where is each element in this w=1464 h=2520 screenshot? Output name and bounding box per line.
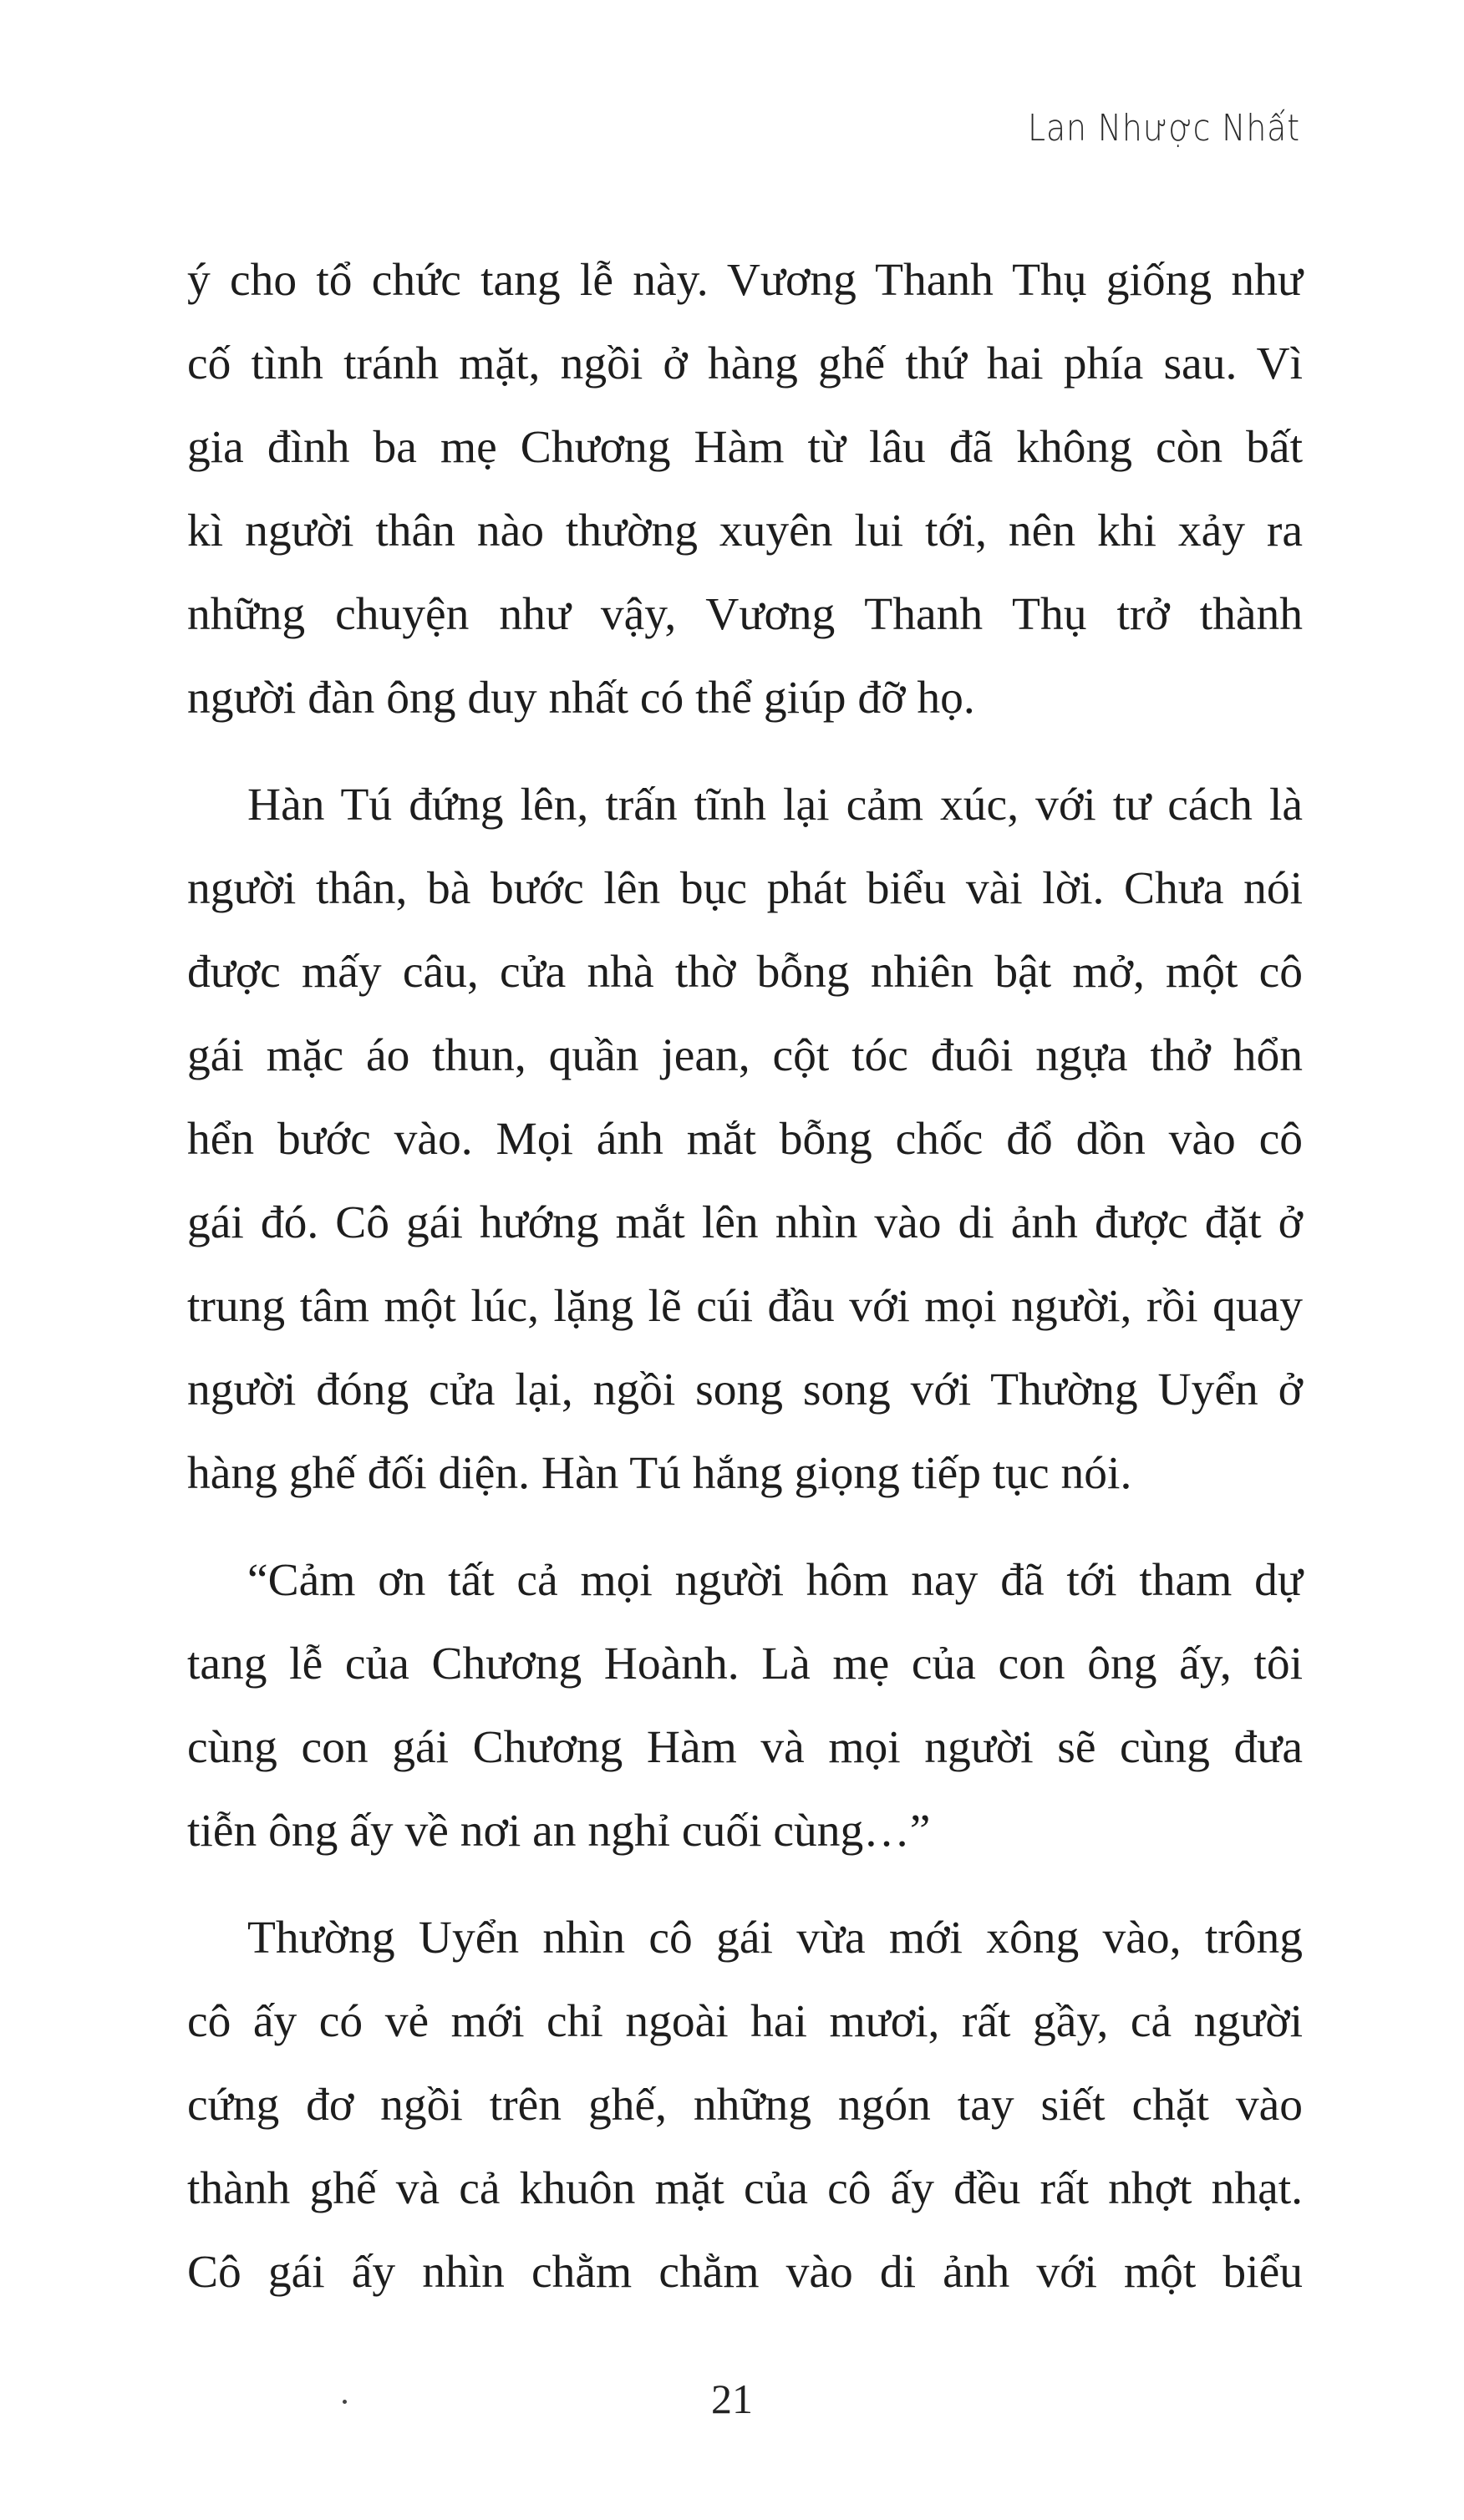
- text-line: hàng ghế đối diện. Hàn Tú hắng giọng tiếp tục nói.: [187, 1448, 1132, 1499]
- text-line: tiễn ông ấy về nơi an nghỉ cuối cùng…”: [187, 1806, 931, 1857]
- text-line: thành ghế và cả khuôn mặt của cô ấy đều rất nhợt nhạt.: [187, 2163, 1303, 2214]
- body-text: [187, 239, 1303, 2314]
- text-line: “Cảm ơn tất cả mọi người hôm nay đã tới tham dự: [247, 1555, 1303, 1606]
- text-line: cùng con gái Chương Hàm và mọi người sẽ cùng đưa: [187, 1722, 1303, 1773]
- text-line: ý cho tổ chức tang lễ này. Vương Thanh Thụ giống như: [187, 255, 1303, 306]
- text-line: kì người thân nào thường xuyên lui tới, nên khi xảy ra: [187, 506, 1303, 556]
- page-number: 21: [711, 2375, 753, 2422]
- text-line: trung tâm một lúc, lặng lẽ cúi đầu với mọi người, rồi quay: [187, 1281, 1303, 1332]
- paragraph-4: [187, 1897, 1303, 2314]
- text-line: tang lễ của Chương Hoành. Là mẹ của con ông ấy, tôi: [187, 1639, 1303, 1689]
- text-line: gái đó. Cô gái hướng mắt lên nhìn vào di ảnh được đặt ở: [187, 1197, 1303, 1248]
- paragraph-3: [187, 1539, 1303, 1873]
- text-line: cố tình tránh mặt, ngồi ở hàng ghế thứ hai phía sau. Vì: [187, 338, 1303, 389]
- text-line: cứng đơ ngồi trên ghế, những ngón tay siết chặt vào: [187, 2080, 1303, 2131]
- text-line: người thân, bà bước lên bục phát biểu vài lời. Chưa nói: [187, 863, 1303, 914]
- running-header-title: Lan Nhược Nhất: [1028, 107, 1300, 150]
- text-line: Thường Uyển nhìn cô gái vừa mới xông vào, trông: [247, 1913, 1303, 1964]
- text-line: được mấy câu, cửa nhà thờ bỗng nhiên bật mở, một cô: [187, 947, 1303, 998]
- text-line: cô ấy có vẻ mới chỉ ngoài hai mươi, rất gầy, cả người: [187, 1996, 1303, 2047]
- text-line: Cô gái ấy nhìn chằm chằm vào di ảnh với một biểu: [187, 2247, 1303, 2298]
- paragraph-1: [187, 239, 1303, 740]
- text-line: hển bước vào. Mọi ánh mắt bỗng chốc đổ dồn vào cô: [187, 1114, 1303, 1165]
- text-line: gia đình ba mẹ Chương Hàm từ lâu đã không còn bất: [187, 422, 1303, 473]
- paragraph-2: [187, 764, 1303, 1516]
- text-line: những chuyện như vậy, Vương Thanh Thụ trở thành: [187, 589, 1303, 640]
- text-line: người đàn ông duy nhất có thể giúp đỡ họ.: [187, 673, 975, 724]
- text-line: gái mặc áo thun, quần jean, cột tóc đuôi ngựa thở hổn: [187, 1030, 1303, 1081]
- text-line: người đóng cửa lại, ngồi song song với Thường Uyển ở: [187, 1364, 1303, 1415]
- text-line: Hàn Tú đứng lên, trấn tĩnh lại cảm xúc, với tư cách là: [247, 780, 1303, 831]
